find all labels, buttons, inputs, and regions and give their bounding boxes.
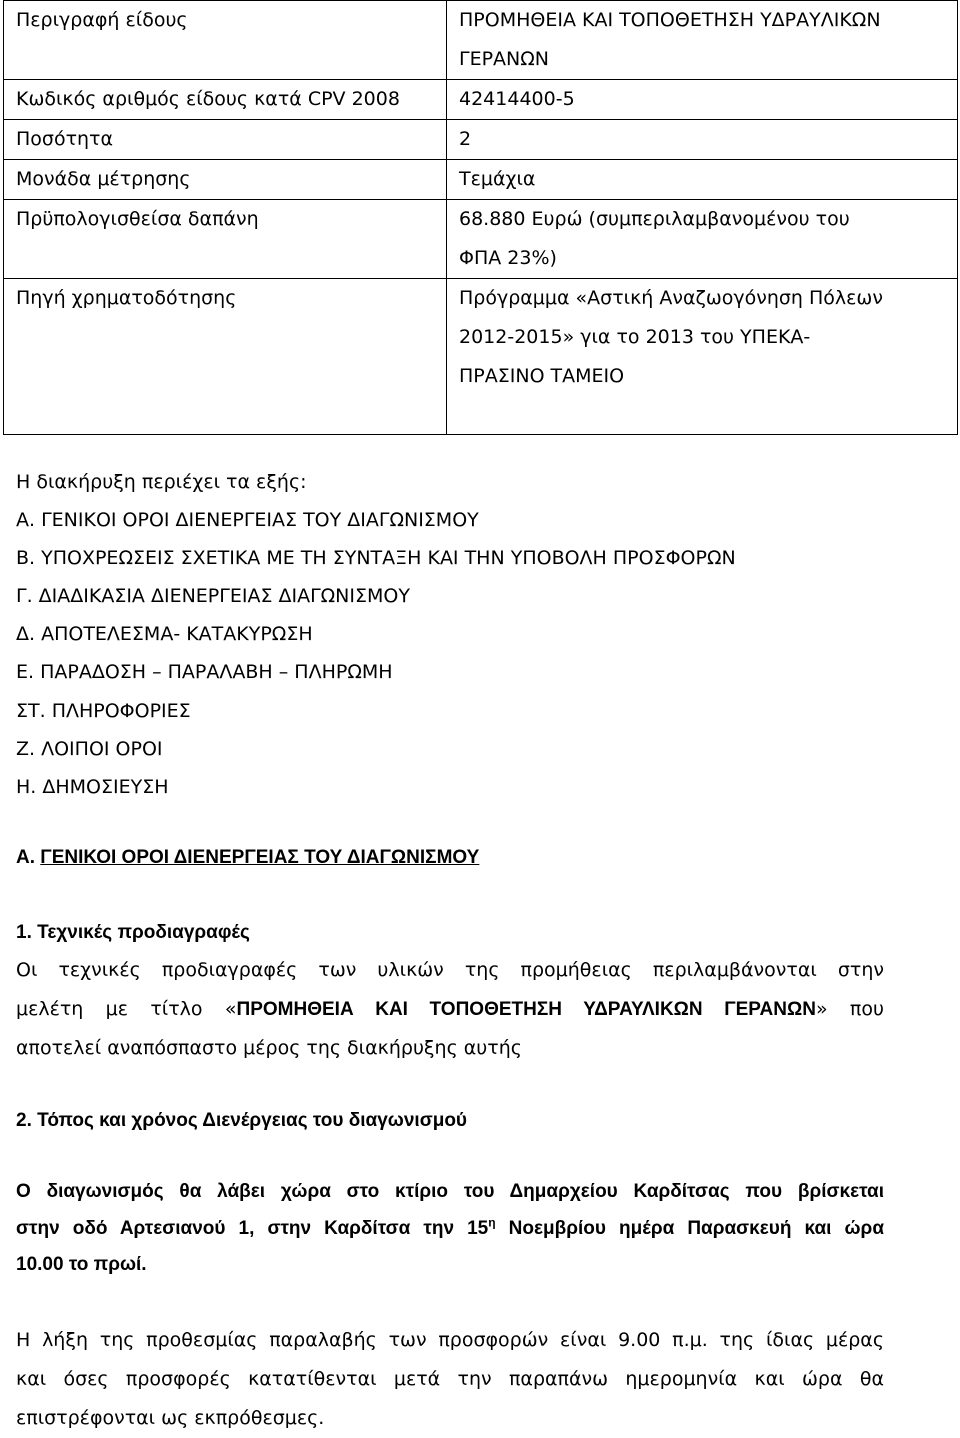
contents-item: Γ. ΔΙΑΔΙΚΑΣΙΑ ΔΙΕΝΕΡΓΕΙΑΣ ΔΙΑΓΩΝΙΣΜΟΥ	[16, 585, 410, 608]
paragraph-line	[16, 990, 884, 1029]
specification-table	[3, 0, 958, 435]
contents-item: Ζ. ΛΟΙΠΟΙ ΟΡΟΙ	[16, 737, 163, 760]
value-line: ΠΡΑΣΙΝΟ ΤΑΜΕΙΟ	[459, 365, 625, 387]
paragraph-line	[16, 1211, 884, 1248]
paragraph-line: και όσες προσφορές κατατίθενται μετά την παραπάνω ημερομηνία και ώρα θα	[16, 1368, 884, 1390]
row-label: Κωδικός αριθμός είδους κατά CPV 2008	[4, 80, 447, 120]
value-line: ΓΕΡΑΝΩΝ	[459, 48, 549, 70]
table-row	[4, 1, 958, 80]
text-run: στην οδό Αρτεσιανού 1, στην Καρδίτσα την 15	[16, 1217, 489, 1239]
contents-item: Ε. ΠΑΡΑΔΟΣΗ – ΠΑΡΑΛΑΒΗ – ΠΛΗΡΩΜΗ	[16, 661, 393, 684]
item-2-paragraph	[16, 1174, 884, 1284]
value-line: 68.880 Ευρώ (συμπεριλαμβανομένου του	[459, 208, 850, 230]
deadline-paragraph	[16, 1321, 884, 1438]
text-run: Νοεμβρίου ημέρα Παρασκευή και ώρα	[495, 1217, 884, 1239]
row-value: Τεμάχια	[447, 160, 958, 200]
contents-item: Δ. ΑΠΟΤΕΛΕΣΜΑ- ΚΑΤΑΚΥΡΩΣΗ	[16, 623, 313, 646]
paragraph-line: 10.00 το πρωί.	[16, 1254, 147, 1275]
value-line: ΠΡΟΜΗΘΕΙΑ ΚΑΙ ΤΟΠΟΘΕΤΗΣΗ ΥΔΡΑΥΛΙΚΩΝ	[459, 9, 881, 31]
row-label: Περιγραφή είδους	[4, 1, 447, 80]
paragraph-line: επιστρέφονται ως εκπρόθεσμες.	[16, 1407, 325, 1429]
item-1-heading: 1. Τεχνικές προδιαγραφές	[16, 922, 250, 943]
contents-item: Η. ΔΗΜΟΣΙΕΥΣΗ	[16, 775, 169, 798]
row-value: 42414400-5	[447, 80, 958, 120]
paragraph-line: Η λήξη της προθεσμίας παραλαβής των προσφορών είναι 9.00 π.μ. της ίδιας μέρας	[16, 1329, 884, 1351]
row-label: Μονάδα μέτρησης	[4, 160, 447, 200]
contents-item: Α. ΓΕΝΙΚΟΙ ΟΡΟΙ ΔΙΕΝΕΡΓΕΙΑΣ ΤΟΥ ΔΙΑΓΩΝΙΣΜΟΥ	[16, 509, 479, 532]
item-1-paragraph	[16, 951, 884, 1068]
row-value: 2	[447, 120, 958, 160]
row-label: Πηγή χρηματοδότησης	[4, 279, 447, 435]
table-of-contents	[16, 463, 736, 806]
table-row	[4, 279, 958, 435]
table-row	[4, 120, 958, 160]
item-2-heading: 2. Τόπος και χρόνος Διενέργειας του διαγωνισμού	[16, 1110, 467, 1131]
table-row	[4, 160, 958, 200]
row-value	[447, 279, 958, 435]
value-line: ΦΠΑ 23%)	[459, 247, 557, 269]
text-run: » που	[815, 998, 884, 1020]
row-value	[447, 200, 958, 279]
row-label: Ποσότητα	[4, 120, 447, 160]
text-run: μελέτη με τίτλο «	[16, 998, 237, 1020]
contents-item: Β. ΥΠΟΧΡΕΩΣΕΙΣ ΣΧΕΤΙΚΑ ΜΕ ΤΗ ΣΥΝΤΑΞΗ ΚΑΙ ΤΗΝ ΥΠΟΒΟΛΗ ΠΡΟΣΦΟΡΩΝ	[16, 547, 736, 570]
paragraph-line: Ο διαγωνισμός θα λάβει χώρα στο κτίριο του Δημαρχείου Καρδίτσας που βρίσκεται	[16, 1181, 884, 1202]
paragraph-line: αποτελεί αναπόσπαστο μέρος της διακήρυξης αυτής	[16, 1037, 522, 1059]
contents-intro: Η διακήρυξη περιέχει τα εξής:	[16, 471, 307, 493]
section-a-heading	[16, 847, 479, 869]
ordinal-suffix: η	[488, 1215, 496, 1230]
section-a-title: ΓΕΝΙΚΟΙ ΟΡΟΙ ΔΙΕΝΕΡΓΕΙΑΣ ΤΟΥ ΔΙΑΓΩΝΙΣΜΟΥ	[40, 847, 480, 868]
row-label: Πρϋπολογισθείσα δαπάνη	[4, 200, 447, 279]
row-value	[447, 1, 958, 80]
table-row	[4, 200, 958, 279]
paragraph-line: Οι τεχνικές προδιαγραφές των υλικών της προμήθειας περιλαμβάνονται στην	[16, 959, 884, 981]
value-line: Πρόγραμμα «Αστική Αναζωογόνηση Πόλεων	[459, 287, 883, 309]
contents-item: ΣΤ. ΠΛΗΡΟΦΟΡΙΕΣ	[16, 699, 191, 722]
value-line: 2012-2015» για το 2013 του ΥΠΕΚΑ-	[459, 326, 811, 348]
section-a-prefix: Α.	[16, 847, 35, 868]
table-row	[4, 80, 958, 120]
study-title: ΠΡΟΜΗΘΕΙΑ ΚΑΙ ΤΟΠΟΘΕΤΗΣΗ ΥΔΡΑΥΛΙΚΩΝ ΓΕΡΑΝΩΝ	[236, 999, 816, 1020]
